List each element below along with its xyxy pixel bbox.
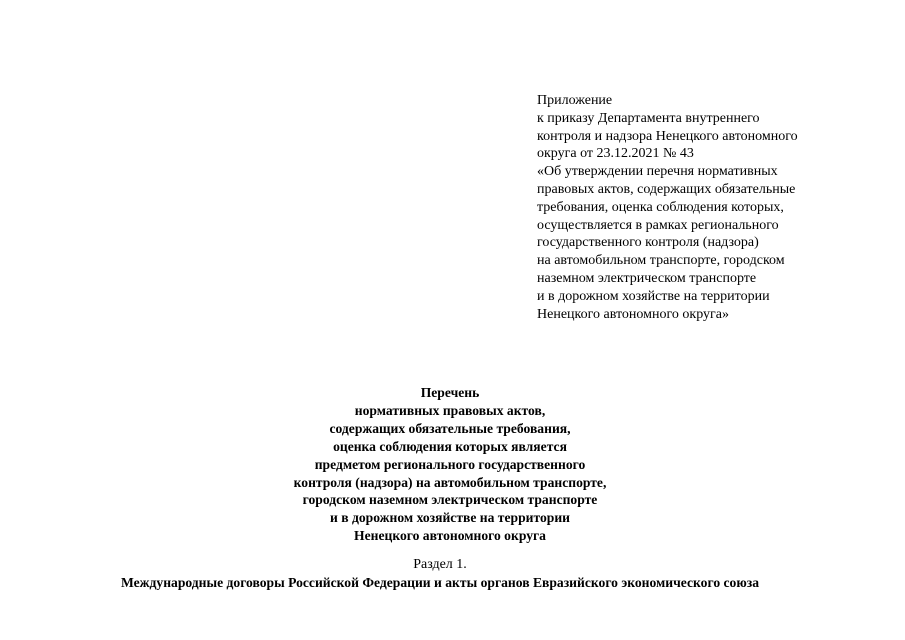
list-title-line: городском наземном электрическом транспорте — [302, 492, 598, 508]
appendix-line: государственного контроля (надзора) — [537, 235, 759, 251]
appendix-line: на автомобильном транспорте, городском — [537, 253, 785, 269]
appendix-line: и в дорожном хозяйстве на территории — [537, 288, 770, 304]
list-title — [150, 384, 750, 545]
list-title-line: содержащих обязательные требования, — [329, 420, 571, 436]
appendix-line: контроля и надзора Ненецкого автономного — [537, 128, 798, 144]
appendix-line: «Об утверждении перечня нормативных — [537, 164, 778, 180]
appendix-line: к приказу Департамента внутреннего — [537, 110, 760, 126]
list-title-line: оценка соблюдения которых является — [333, 438, 567, 454]
appendix-line: правовых актов, содержащих обязательные — [537, 181, 796, 197]
list-title-line: Перечень — [420, 385, 480, 400]
list-title-line: Ненецкого автономного округа — [354, 528, 546, 544]
appendix-line: округа от 23.12.2021 № 43 — [537, 146, 694, 162]
appendix-line: Приложение — [537, 93, 613, 108]
section-title: Международные договоры Российской Федерации и акты органов Евразийского экономического союза — [120, 575, 759, 590]
section-label: Раздел 1. — [413, 557, 467, 572]
appendix-line: Ненецкого автономного округа» — [537, 306, 729, 322]
list-title-line: контроля (надзора) на автомобильном транспорте, — [293, 474, 607, 490]
appendix-line: требования, оценка соблюдения которых, — [537, 199, 784, 215]
list-title-line: и в дорожном хозяйстве на территории — [330, 510, 570, 526]
list-title-line: нормативных правовых актов, — [354, 402, 546, 418]
appendix-line: осуществляется в рамках регионального — [537, 217, 779, 233]
appendix-line: наземном электрическом транспорте — [537, 270, 757, 286]
appendix-header — [537, 92, 837, 323]
list-title-line: предметом регионального государственного — [314, 456, 586, 472]
